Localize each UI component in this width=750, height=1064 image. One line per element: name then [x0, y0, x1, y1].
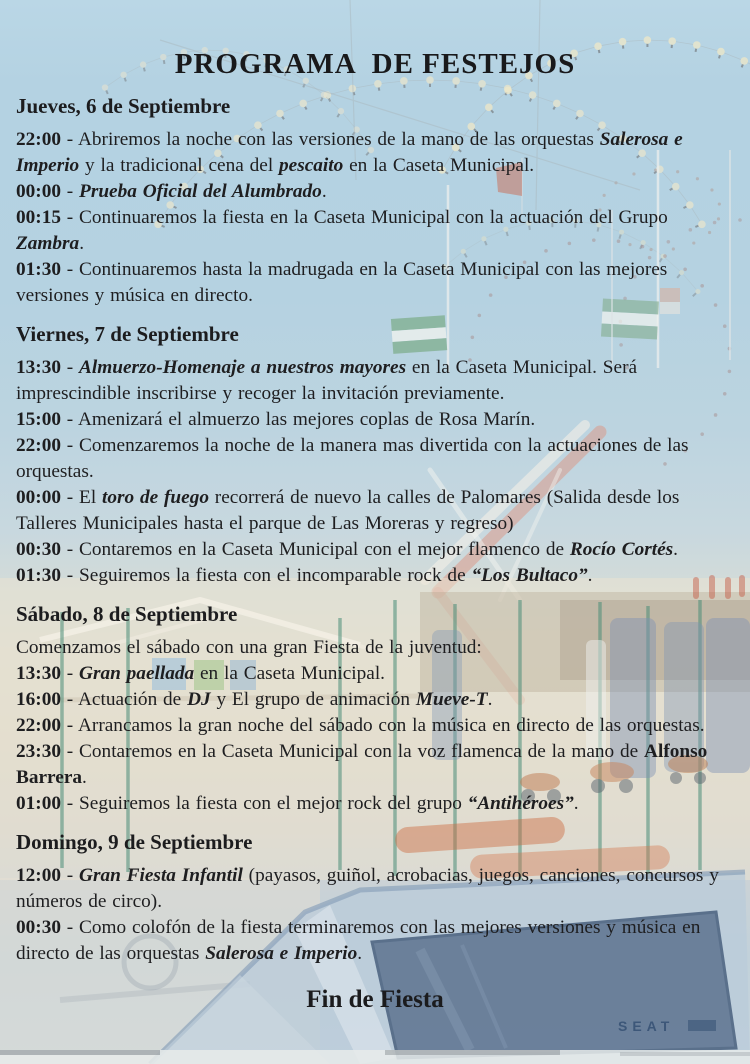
event-time: 00:00 [16, 487, 61, 508]
event-line [16, 127, 734, 179]
event-text: Salerosa e Imperio [205, 943, 358, 964]
event-text: “Antihéroes” [467, 793, 574, 814]
program [16, 93, 734, 967]
event-text: - Continuaremos hasta la madrugada en la Caseta Municipal con las mejores versiones y música en directo. [16, 259, 668, 306]
page-title: PROGRAMA DE FESTEJOS [174, 48, 576, 80]
event-text: . [321, 181, 327, 202]
event-time: 23:30 [16, 741, 61, 762]
event-text: DJ [187, 689, 211, 710]
event-line [16, 257, 734, 309]
section-heading: Sábado, 8 de Septiembre [16, 602, 238, 626]
car-badge-text: SEAT [618, 1018, 675, 1034]
event-text: y El grupo de animación [210, 689, 416, 710]
event-text: - [60, 181, 80, 202]
event-time: 13:30 [16, 357, 61, 378]
event-time: 01:00 [16, 793, 61, 814]
event-text: - Como colofón de la fiesta terminaremos con las mejores versiones y música en directo de las orquestas [16, 917, 701, 964]
event-text: en la Caseta Municipal. [343, 155, 535, 176]
event-time: 22:00 [16, 129, 61, 150]
footer-text: Fin de Fiesta [306, 986, 444, 1013]
event-text: (payasos, guiñol, acrobacias, juegos, canciones, concursos y números de circo). [16, 865, 719, 912]
event-text: - Abriremos la noche con las versiones de la mano de las orquestas [60, 129, 600, 150]
event-text: . [673, 539, 678, 560]
event-text: - Actuación de [60, 689, 188, 710]
program-section [16, 601, 734, 817]
event-line [16, 485, 734, 537]
event-text: . [487, 689, 493, 710]
event-line [16, 713, 734, 739]
event-time: 00:30 [16, 539, 61, 560]
event-text: toro de fuego [102, 487, 209, 508]
event-text: - Comenzaremos la noche de la manera mas divertida con la actuaciones de las orquestas. [16, 435, 689, 482]
event-text: - Amenizará el almuerzo las mejores coplas de Rosa Marín. [60, 409, 536, 430]
event-line [16, 537, 734, 563]
event-time: 15:00 [16, 409, 61, 430]
section-heading: Domingo, 9 de Septiembre [16, 830, 253, 854]
section-heading: Jueves, 6 de Septiembre [16, 94, 231, 118]
event-line [16, 687, 734, 713]
event-text: - [60, 663, 80, 684]
event-time: 00:30 [16, 917, 61, 938]
program-section [16, 321, 734, 589]
event-text: . [357, 943, 363, 964]
event-text: - Arrancamos la gran noche del sábado con la música en directo de las orquestas. [60, 715, 705, 736]
event-line [16, 205, 734, 257]
event-time: 22:00 [16, 435, 61, 456]
event-line [16, 661, 734, 687]
event-text: - Contaremos en la Caseta Municipal con el mejor flamenco de [60, 539, 570, 560]
event-text: recorrerá de nuevo la calles de Palomares (Salida desde los Talleres Municipales hasta el parque de Las Moreras y regreso) [16, 487, 680, 534]
event-time: 13:30 [16, 663, 61, 684]
event-text: en la Caseta Municipal. [194, 663, 386, 684]
event-time: 00:00 [16, 181, 61, 202]
event-line [16, 179, 734, 205]
event-text: pescaito [279, 155, 344, 176]
event-text: Rocío Cortés [569, 539, 674, 560]
event-text: - Contaremos en la Caseta Municipal con la voz flamenca de la mano de [60, 741, 645, 762]
event-text: Gran Fiesta Infantil [79, 865, 243, 886]
event-text: Mueve-T [415, 689, 488, 710]
event-text: - [60, 865, 80, 886]
event-text: y la tradicional cena del [79, 155, 279, 176]
event-text: “Los Bultaco” [471, 565, 588, 586]
event-text: . [573, 793, 579, 814]
section-intro: Comenzamos el sábado con una gran Fiesta de la juventud: [16, 637, 482, 658]
event-text: . [79, 233, 85, 254]
event-line [16, 433, 734, 485]
event-text: Prueba Oficial del Alumbrado [79, 181, 322, 202]
event-text: Almuerzo-Homenaje a nuestros mayores [79, 357, 407, 378]
event-line [16, 355, 734, 407]
event-time: 01:30 [16, 565, 61, 586]
section-heading: Viernes, 7 de Septiembre [16, 322, 239, 346]
event-text: Alfonso Barrera [16, 741, 708, 788]
event-text: . [587, 565, 593, 586]
event-text: - Seguiremos la fiesta con el incomparable rock de [60, 565, 472, 586]
event-line [16, 863, 734, 915]
event-text: Gran paellada [79, 663, 195, 684]
event-text: - [60, 357, 80, 378]
event-text: - Seguiremos la fiesta con el mejor rock del grupo [60, 793, 468, 814]
event-line [16, 563, 734, 589]
event-line [16, 739, 734, 791]
event-text: Zambra [16, 233, 80, 254]
event-time: 22:00 [16, 715, 61, 736]
event-text: Salerosa e Imperio [16, 129, 683, 176]
event-time: 12:00 [16, 865, 61, 886]
event-line [16, 915, 734, 967]
event-text: - El [60, 487, 103, 508]
program-section [16, 829, 734, 967]
event-time: 16:00 [16, 689, 61, 710]
event-line [16, 407, 734, 433]
event-text: - Continuaremos la fiesta en la Caseta Municipal con la actuación del Grupo [60, 207, 668, 228]
event-text: en la Caseta Municipal. Será imprescindible inscribirse y recoger la invitación previamente. [16, 357, 638, 404]
event-text: . [82, 767, 87, 788]
event-time: 01:30 [16, 259, 61, 280]
program-section [16, 93, 734, 309]
event-line [16, 791, 734, 817]
event-time: 00:15 [16, 207, 61, 228]
